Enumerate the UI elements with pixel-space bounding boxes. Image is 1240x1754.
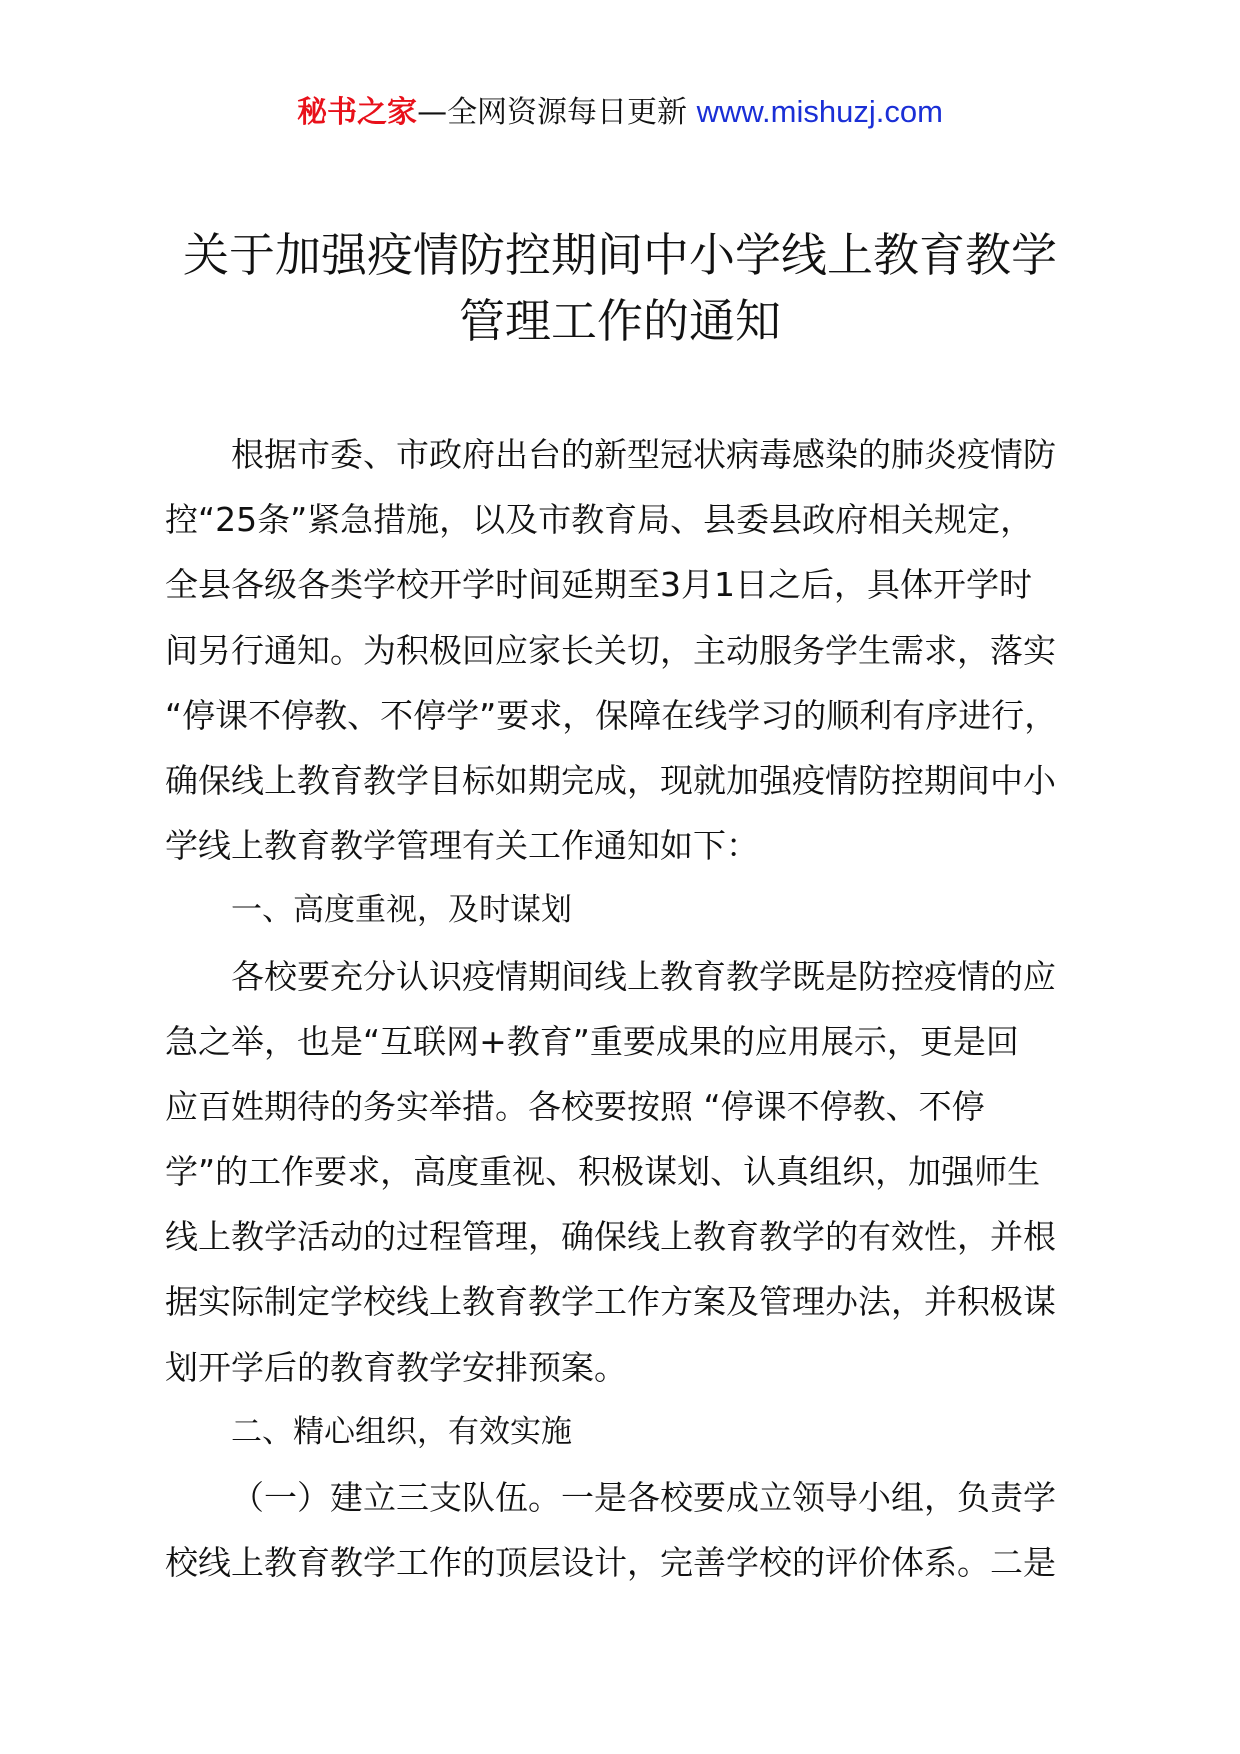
body-line: 据实际制定学校线上教育教学工作方案及管理办法，并积极谋 xyxy=(165,1282,1056,1322)
document-title xyxy=(120,222,1120,354)
site-header xyxy=(0,92,1240,133)
body-line: （一）建立三支队伍。一是各校要成立领导小组，负责学 xyxy=(231,1478,1056,1517)
body-line: 学”的工作要求，高度重视、积极谋划、认真组织，加强师生 xyxy=(165,1152,1041,1192)
body-line: 划开学后的教育教学安排预案。 xyxy=(165,1347,627,1387)
header-tagline: —全网资源每日更新 xyxy=(417,95,697,130)
body-line: 各校要充分认识疫情期间线上教育教学既是防控疫情的应 xyxy=(231,956,1056,996)
section-heading-2: 二、精心组织，有效实施 xyxy=(231,1413,572,1450)
title-line-1: 关于加强疫情防控期间中小学线上教育教学 xyxy=(183,228,1057,282)
body-line: 根据市委、市政府出台的新型冠状病毒感染的肺炎疫情防 xyxy=(231,435,1056,474)
site-url: www.mishuzj.com xyxy=(696,94,943,129)
body-line: 确保线上教育教学目标如期完成，现就加强疫情防控期间中小 xyxy=(165,760,1056,800)
brand-name: 秘书之家 xyxy=(297,95,418,130)
title-line-2: 管理工作的通知 xyxy=(459,294,781,348)
body-line: 全县各级各类学校开学时间延期至3月1日之后，具体开学时 xyxy=(165,565,1032,605)
body-line: 间另行通知。为积极回应家长关切，主动服务学生需求，落实 xyxy=(165,630,1056,670)
body-line: 校线上教育教学工作的顶层设计，完善学校的评价体系。二是 xyxy=(165,1543,1056,1583)
document-body xyxy=(165,422,1085,1595)
body-line: 控“25条”紧急措施，以及市教育局、县委县政府相关规定， xyxy=(165,500,1034,540)
body-line: 学线上教育教学管理有关工作通知如下： xyxy=(165,826,759,866)
section-heading-1: 一、高度重视，及时谋划 xyxy=(231,892,572,929)
body-line: 线上教学活动的过程管理，确保线上教育教学的有效性，并根 xyxy=(165,1217,1056,1257)
body-line: 急之举，也是“互联网+教育”重要成果的应用展示，更是回 xyxy=(165,1021,1019,1061)
body-line: “停课不停教、不停学”要求，保障在线学习的顺利有序进行， xyxy=(165,695,1058,735)
body-line: 应百姓期待的务实举措。各校要按照 “停课不停教、不停 xyxy=(165,1086,985,1126)
